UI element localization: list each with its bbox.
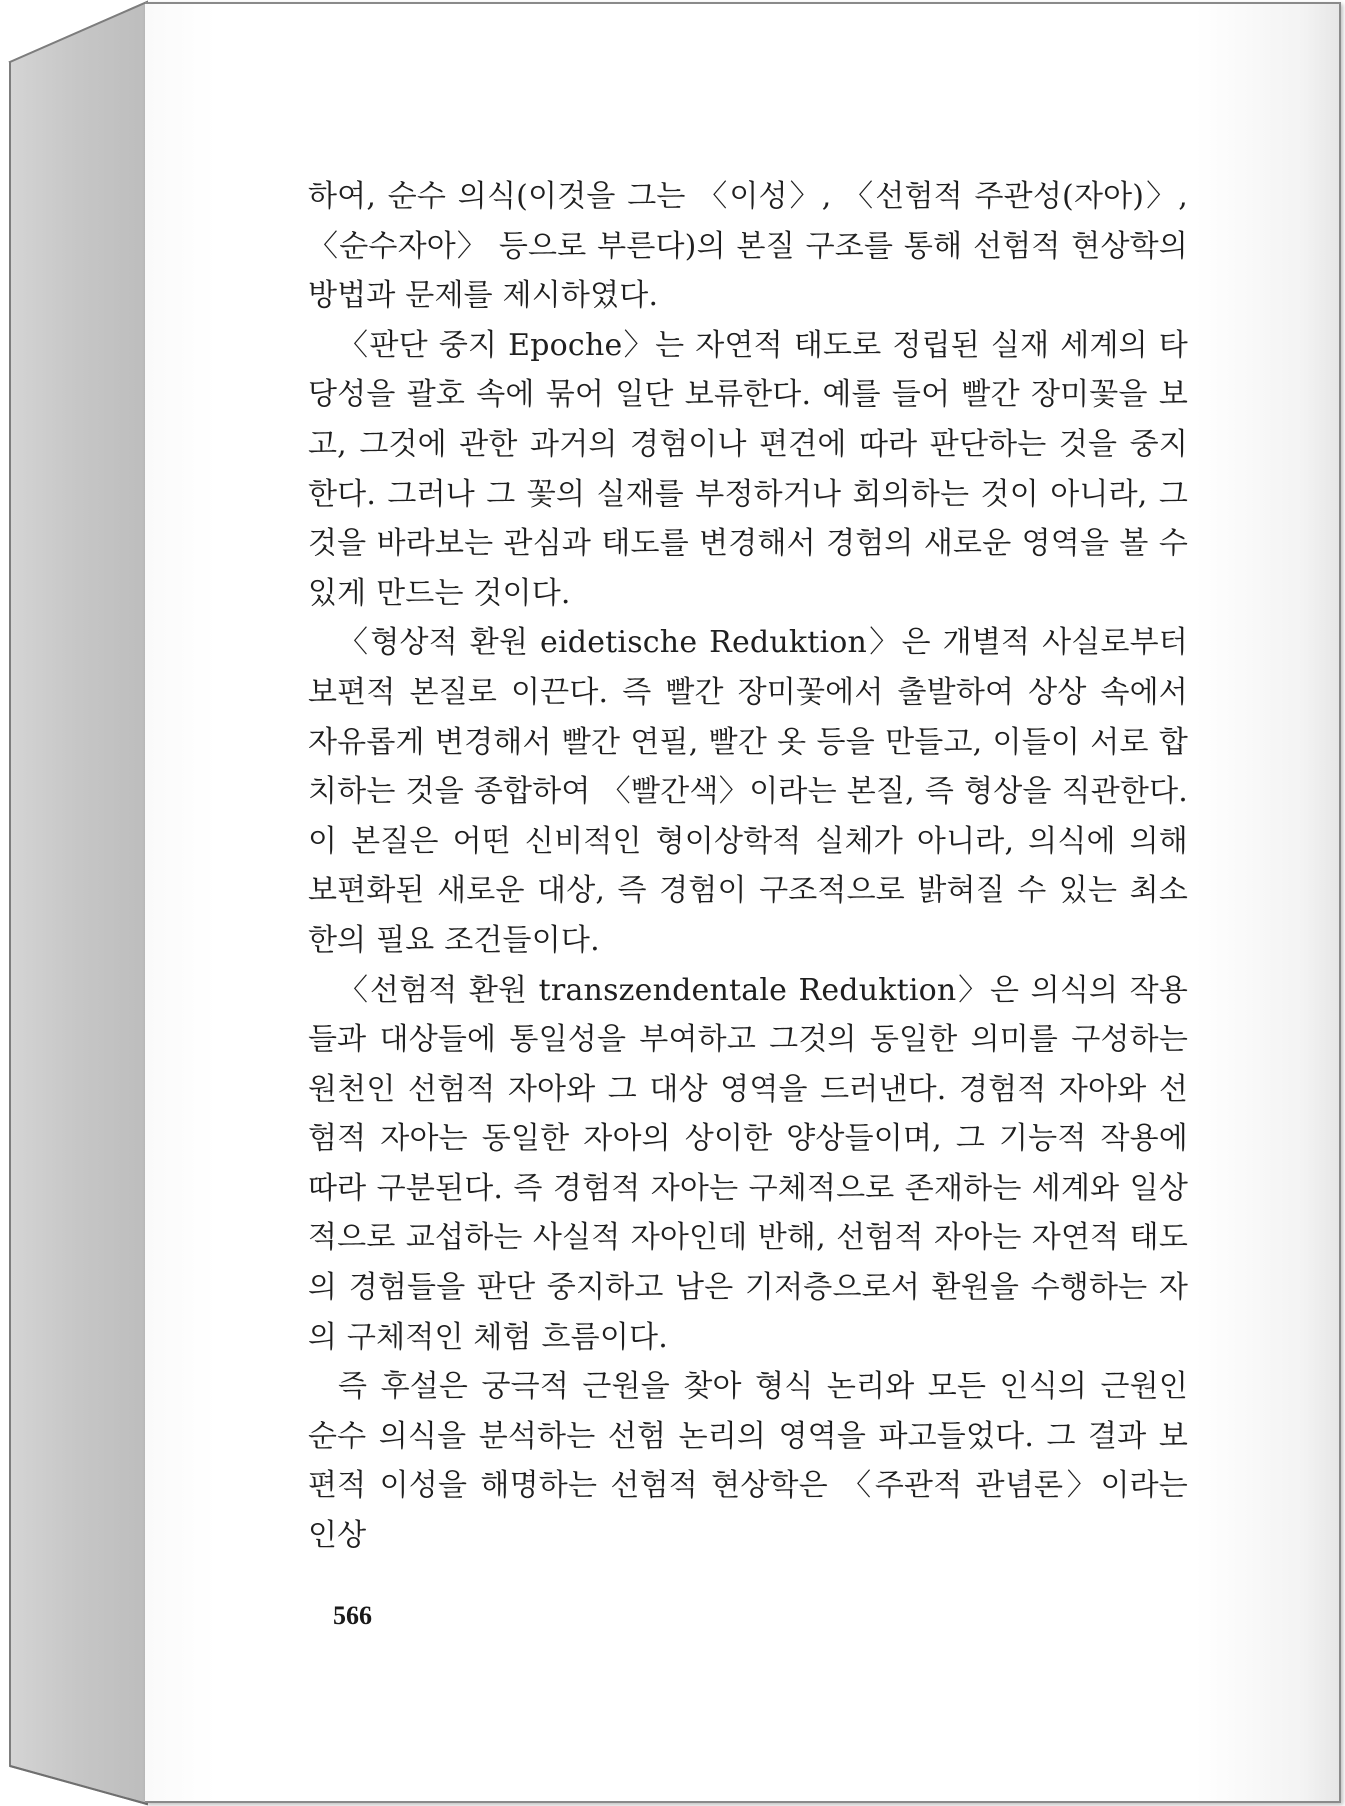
book-page (145, 2, 1341, 1803)
paragraph-epoche: 〈판단 중지 Epoche〉는 자연적 태도로 정립된 실재 세계의 타당성을 괄호 속에 묶어 일단 보류한다. 예를 들어 빨간 장미꽃을 보고, 그것에 관한 과거의 경험이나 편견에 따라 판단하는 것을 중지한다. 그러나 그 꽃의 실재를 부정하거나 회의하는 것이 아니라, 그것을 바라보는 관심과 태도를 변경해서 경험의 새로운 영역을 볼 수 있게 만드는 것이다. (308, 327, 1188, 611)
paragraph-transcendental-reduction: 〈선험적 환원 transzendentale Reduktion〉은 의식의 작용들과 대상들에 통일성을 부여하고 그것의 동일한 의미를 구성하는 원천인 선험적 자아와 그 대상 영역을 드러낸다. 경험적 자아와 선험적 자아는 동일한 자아의 상이한 양상들이며, 그 기능적 작용에 따라 구분된다. 즉 경험적 자아는 구체적으로 존재하는 세계와 일상적으로 교섭하는 사실적 자아인데 반해, 선험적 자아는 자연적 태도의 경험들을 판단 중지하고 남은 기저층으로서 환원을 수행하는 자의 구체적인 체험 흐름이다. (308, 972, 1188, 1355)
paragraph-continuation: 하여, 순수 의식(이것을 그는 〈이성〉, 〈선험적 주관성(자아)〉, 〈순수자아〉 등으로 부른다)의 본질 구조를 통해 선험적 현상학의 방법과 문제를 제시하였다. (308, 179, 1188, 314)
paragraph-husserl-conclusion: 즉 후설은 궁극적 근원을 찾아 형식 논리와 모든 인식의 근원인 순수 의식을 분석하는 선험 논리의 영역을 파고들었다. 그 결과 보편적 이성을 해명하는 선험적 현상학은 〈주관적 관념론〉이라는 인상 (308, 1369, 1188, 1554)
paragraph-eidetic-reduction: 〈형상적 환원 eidetische Reduktion〉은 개별적 사실로부터 보편적 본질로 이끈다. 즉 빨간 장미꽃에서 출발하여 상상 속에서 자유롭게 변경해서 빨간 연필, 빨간 옷 등을 만들고, 이들이 서로 합치하는 것을 종합하여 〈빨간색〉이라는 본질, 즉 형상을 직관한다. 이 본질은 어떤 신비적인 형이상학적 실체가 아니라, 의식에 의해 보편화된 새로운 대상, 즉 경험이 구조적으로 밝혀질 수 있는 최소한의 필요 조건들이다. (308, 625, 1188, 958)
body-text (308, 172, 1188, 1561)
page-number: 566 (333, 1601, 372, 1630)
